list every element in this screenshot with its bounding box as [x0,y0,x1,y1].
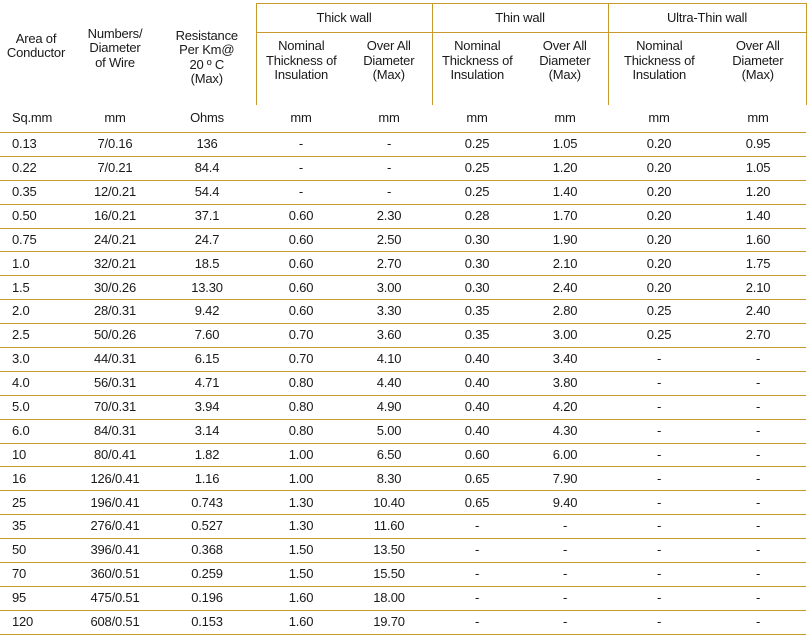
table-cell: 0.259 [158,563,256,587]
table-cell: 2.5 [0,324,72,348]
table-cell: - [522,515,608,539]
unit-cell: mm [72,105,158,133]
table-row [0,204,806,228]
table-cell: 3.80 [522,371,608,395]
table-cell: 10 [0,443,72,467]
table-cell: 4.10 [346,348,432,372]
table-cell: 1.00 [256,443,346,467]
header-thick-nominal: Nominal Thickness of Insulation [265,38,337,83]
table-cell: - [608,348,710,372]
table-cell: 0.65 [432,467,522,491]
table-cell: 6.50 [346,443,432,467]
table-cell: 1.90 [522,228,608,252]
header-thin-overall: Over All Diameter (Max) [522,33,608,106]
table-cell: 0.20 [608,252,710,276]
table-cell: 3.94 [158,395,256,419]
table-cell: - [608,371,710,395]
table-cell: 0.20 [608,156,710,180]
table-cell: 0.95 [710,133,806,157]
table-cell: 50/0.26 [72,324,158,348]
table-cell: - [608,419,710,443]
unit-cell: mm [522,105,608,133]
table-cell: 70 [0,563,72,587]
table-cell: - [522,539,608,563]
table-cell: 0.80 [256,419,346,443]
table-cell: 2.40 [710,300,806,324]
table-cell: 0.30 [432,276,522,300]
table-cell: 10.40 [346,491,432,515]
table-cell: 0.60 [256,204,346,228]
table-cell: 3.30 [346,300,432,324]
table-cell: - [256,180,346,204]
header-thin-nominal: Nominal Thickness of Insulation [441,38,513,83]
table-cell: 136 [158,133,256,157]
table-cell: 5.00 [346,419,432,443]
table-cell: 1.60 [710,228,806,252]
header-ultra-nominal: Nominal Thickness of Insulation [623,38,695,83]
table-cell: - [608,539,710,563]
table-cell: 19.70 [346,610,432,634]
table-cell: 0.25 [432,156,522,180]
table-cell: 3.00 [522,324,608,348]
table-cell: 0.80 [256,371,346,395]
table-cell: 0.22 [0,156,72,180]
table-cell: 3.00 [346,276,432,300]
table-cell: - [710,395,806,419]
table-row [0,395,806,419]
table-row [0,180,806,204]
unit-cell: mm [346,105,432,133]
table-cell: 0.368 [158,539,256,563]
table-cell: 1.50 [256,563,346,587]
table-row [0,563,806,587]
table-cell: 24/0.21 [72,228,158,252]
table-cell: 276/0.41 [72,515,158,539]
table-cell: 95 [0,586,72,610]
table-row [0,515,806,539]
table-cell: 4.90 [346,395,432,419]
table-cell: 6.0 [0,419,72,443]
table-cell: - [608,443,710,467]
table-row [0,467,806,491]
table-cell: - [346,180,432,204]
table-cell: 396/0.41 [72,539,158,563]
table-cell: 12/0.21 [72,180,158,204]
table-cell: 4.71 [158,371,256,395]
table-cell: 6.15 [158,348,256,372]
header-ultra-overall: Over All Diameter (Max) [710,33,806,106]
table-cell: 16 [0,467,72,491]
table-cell: 70/0.31 [72,395,158,419]
table-row [0,586,806,610]
table-cell: 0.60 [256,276,346,300]
table-cell: 50 [0,539,72,563]
table-cell: 0.28 [432,204,522,228]
table-cell: - [608,491,710,515]
table-cell: 0.65 [432,491,522,515]
table-cell: 0.35 [432,324,522,348]
table-cell: 2.30 [346,204,432,228]
table-row [0,324,806,348]
table-cell: 1.40 [522,180,608,204]
table-cell: 0.20 [608,133,710,157]
table-cell: 5.0 [0,395,72,419]
table-cell: - [710,586,806,610]
table-cell: 0.70 [256,348,346,372]
table-row [0,348,806,372]
unit-cell: mm [608,105,710,133]
table-cell: 2.80 [522,300,608,324]
table-cell: 0.30 [432,252,522,276]
table-cell: 35 [0,515,72,539]
table-row [0,276,806,300]
table-row [0,491,806,515]
table-cell: 6.00 [522,443,608,467]
table-cell: - [710,467,806,491]
table-cell: 4.0 [0,371,72,395]
table-cell: 0.20 [608,204,710,228]
table-cell: 4.30 [522,419,608,443]
header-resistance: Resistance Per Km@ 20 º C (Max) [158,4,256,106]
table-cell: 1.30 [256,491,346,515]
table-body [0,133,806,635]
table-cell: - [710,419,806,443]
table-row [0,610,806,634]
unit-cell: mm [432,105,522,133]
table-cell: 0.20 [608,276,710,300]
table-cell: - [608,610,710,634]
table-cell: 7.60 [158,324,256,348]
table-cell: 1.00 [256,467,346,491]
table-cell: 0.70 [256,324,346,348]
table-row [0,371,806,395]
table-row [0,133,806,157]
table-cell: - [710,563,806,587]
table-cell: 1.40 [710,204,806,228]
table-cell: 28/0.31 [72,300,158,324]
table-cell: 2.0 [0,300,72,324]
table-cell: - [710,491,806,515]
table-cell: 0.75 [0,228,72,252]
table-cell: 2.70 [346,252,432,276]
table-cell: 4.40 [346,371,432,395]
table-cell: 11.60 [346,515,432,539]
header-thick-wall: Thick wall [256,4,432,33]
table-cell: 608/0.51 [72,610,158,634]
table-cell: 0.40 [432,348,522,372]
table-cell: - [432,539,522,563]
table-cell: 2.10 [522,252,608,276]
table-cell: 0.80 [256,395,346,419]
header-ultra-thin-wall: Ultra-Thin wall [608,4,806,33]
table-cell: 9.42 [158,300,256,324]
table-cell: 84/0.31 [72,419,158,443]
unit-cell: mm [710,105,806,133]
table-cell: 18.5 [158,252,256,276]
table-cell: 54.4 [158,180,256,204]
table-cell: 15.50 [346,563,432,587]
table-cell: 1.75 [710,252,806,276]
table-cell: 0.743 [158,491,256,515]
table-cell: 0.35 [0,180,72,204]
table-cell: - [710,610,806,634]
table-cell: 9.40 [522,491,608,515]
table-cell: - [346,156,432,180]
table-cell: 30/0.26 [72,276,158,300]
table-cell: 1.60 [256,586,346,610]
table-cell: - [608,586,710,610]
table-cell: - [710,515,806,539]
table-cell: 0.60 [432,443,522,467]
conductor-spec-table [0,3,807,635]
table-cell: 0.50 [0,204,72,228]
table-cell: 7/0.21 [72,156,158,180]
table-cell: 2.40 [522,276,608,300]
table-cell: 13.30 [158,276,256,300]
table-row [0,419,806,443]
header-area: Area of Conductor [6,30,66,61]
table-cell: - [608,563,710,587]
table-cell: 1.0 [0,252,72,276]
table-cell: 0.40 [432,419,522,443]
header-wire: Numbers/ Diameter of Wire [87,25,143,70]
table-cell: 0.20 [608,228,710,252]
table-row [0,300,806,324]
table-cell: 37.1 [158,204,256,228]
table-row [0,252,806,276]
header-thick-overall: Over All Diameter (Max) [346,33,432,106]
table-cell: 32/0.21 [72,252,158,276]
table-cell: 0.40 [432,371,522,395]
table-cell: 4.20 [522,395,608,419]
table-cell: 2.50 [346,228,432,252]
table-cell: 360/0.51 [72,563,158,587]
table-cell: 84.4 [158,156,256,180]
table-cell: - [256,133,346,157]
table-cell: 1.82 [158,443,256,467]
table-cell: 3.14 [158,419,256,443]
table-cell: - [432,515,522,539]
table-cell: - [710,348,806,372]
table-cell: - [710,539,806,563]
table-cell: - [608,395,710,419]
table-cell: 16/0.21 [72,204,158,228]
table-cell: - [432,563,522,587]
table-cell: 8.30 [346,467,432,491]
table-cell: 1.5 [0,276,72,300]
table-cell: 0.25 [432,133,522,157]
table-cell: 120 [0,610,72,634]
table-cell: 2.10 [710,276,806,300]
table-cell: 7/0.16 [72,133,158,157]
table-cell: 0.60 [256,300,346,324]
unit-cell: mm [256,105,346,133]
table-cell: 475/0.51 [72,586,158,610]
table-cell: - [256,156,346,180]
table-cell: 0.153 [158,610,256,634]
unit-cell: Ohms [158,105,256,133]
table-cell: 0.25 [608,300,710,324]
table-cell: 2.70 [710,324,806,348]
table-row [0,156,806,180]
units-row [0,105,806,133]
table-cell: - [432,586,522,610]
table-cell: - [608,515,710,539]
table-cell: 0.20 [608,180,710,204]
table-cell: - [346,133,432,157]
header-thin-wall: Thin wall [432,4,608,33]
table-cell: 0.40 [432,395,522,419]
table-cell: 7.90 [522,467,608,491]
table-cell: 25 [0,491,72,515]
table-cell: 3.0 [0,348,72,372]
table-cell: 196/0.41 [72,491,158,515]
table-cell: - [432,610,522,634]
table-cell: 1.20 [710,180,806,204]
table-cell: 1.16 [158,467,256,491]
table-cell: 1.05 [522,133,608,157]
table-cell: 80/0.41 [72,443,158,467]
table-cell: 0.60 [256,228,346,252]
table-cell: 0.60 [256,252,346,276]
table-cell: 24.7 [158,228,256,252]
table-cell: - [608,467,710,491]
table-cell: 44/0.31 [72,348,158,372]
table-row [0,539,806,563]
table-cell: 0.527 [158,515,256,539]
table-cell: 0.30 [432,228,522,252]
table-cell: 1.50 [256,539,346,563]
table-cell: 1.70 [522,204,608,228]
table-cell: - [710,371,806,395]
table-cell: 1.30 [256,515,346,539]
table-cell: - [522,586,608,610]
table-cell: 18.00 [346,586,432,610]
table-cell: 56/0.31 [72,371,158,395]
table-cell: - [710,443,806,467]
table-cell: 1.60 [256,610,346,634]
table-cell: - [522,610,608,634]
table-cell: 3.60 [346,324,432,348]
table-cell: 0.196 [158,586,256,610]
table-cell: 1.20 [522,156,608,180]
table-cell: 0.13 [0,133,72,157]
table-cell: 1.05 [710,156,806,180]
table-row [0,443,806,467]
table-cell: 3.40 [522,348,608,372]
table-row [0,228,806,252]
table-cell: 0.25 [608,324,710,348]
table-cell: - [522,563,608,587]
table-cell: 0.25 [432,180,522,204]
unit-cell: Sq.mm [0,105,72,133]
table-cell: 126/0.41 [72,467,158,491]
table-cell: 13.50 [346,539,432,563]
table-cell: 0.35 [432,300,522,324]
